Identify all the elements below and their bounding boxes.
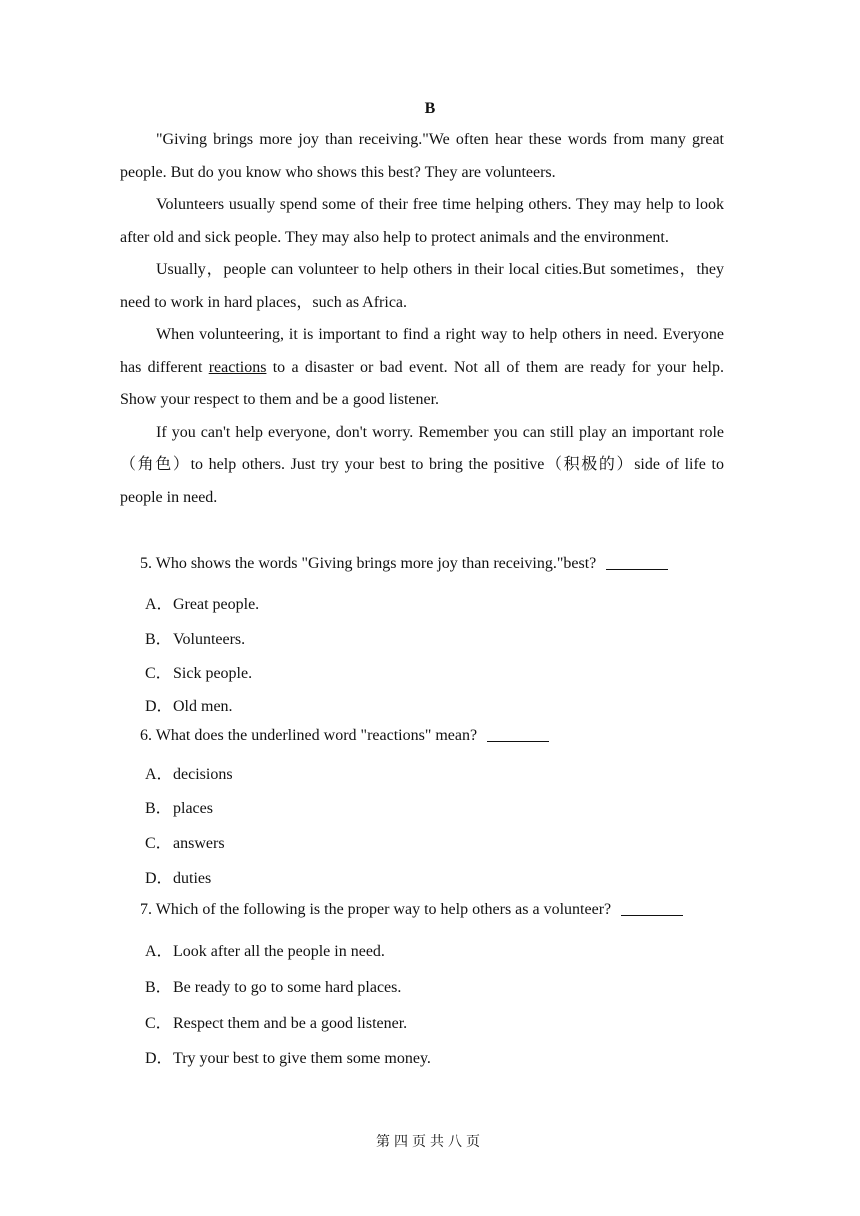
option-letter: B． bbox=[145, 631, 172, 648]
option-letter: C． bbox=[145, 835, 172, 852]
passage-paragraph-5: If you can't help everyone, don't worry. Remember you can still play an important role（角色）to help others. Just try your best to bring the positive（积极的）side of life to people in need. bbox=[120, 423, 724, 506]
passage-paragraph-1: "Giving brings more joy than receiving."We often hear these words from many great people. But do you know who shows this best? They are volunteers. bbox=[120, 131, 724, 181]
option-7b[interactable] bbox=[145, 974, 401, 997]
option-6b[interactable] bbox=[145, 795, 213, 818]
option-text: Old men. bbox=[173, 698, 233, 715]
paragraph-4-text-before: When volunteering, it is important to find a right way to help others in need. Everyone has different bbox=[120, 326, 724, 376]
option-6d[interactable] bbox=[145, 865, 211, 888]
option-6c[interactable] bbox=[145, 830, 225, 853]
option-5d[interactable] bbox=[145, 693, 233, 716]
option-text: Sick people. bbox=[173, 665, 253, 682]
question-7 bbox=[140, 901, 683, 919]
option-letter: A． bbox=[145, 596, 173, 613]
option-letter: A． bbox=[145, 766, 173, 783]
option-letter: C． bbox=[145, 1015, 172, 1032]
option-text: Be ready to go to some hard places. bbox=[173, 979, 402, 996]
option-text: Great people. bbox=[173, 596, 260, 613]
passage-paragraph-4 bbox=[120, 319, 724, 417]
answer-blank-6[interactable] bbox=[487, 729, 549, 742]
option-letter: C． bbox=[145, 665, 172, 682]
option-text: answers bbox=[173, 835, 225, 852]
section-heading: B bbox=[424, 100, 436, 117]
question-6-stem: 6. What does the underlined word "reactions" mean? bbox=[140, 727, 478, 744]
question-5 bbox=[140, 555, 668, 573]
page-number-footer: 第四页共八页 bbox=[376, 1135, 484, 1150]
option-letter: D． bbox=[145, 698, 173, 715]
question-7-stem: 7. Which of the following is the proper way to help others as a volunteer? bbox=[140, 901, 612, 918]
option-5b[interactable] bbox=[145, 626, 245, 649]
option-text: decisions bbox=[173, 766, 233, 783]
option-text: Volunteers. bbox=[173, 631, 246, 648]
passage-paragraph-3: Usually，people can volunteer to help others in their local cities.But sometimes，they need to work in hard places，such as Africa. bbox=[120, 261, 724, 311]
option-6a[interactable] bbox=[145, 761, 233, 784]
option-7a[interactable] bbox=[145, 938, 385, 961]
answer-blank-5[interactable] bbox=[606, 557, 668, 570]
option-text: duties bbox=[173, 870, 212, 887]
option-text: Look after all the people in need. bbox=[173, 943, 385, 960]
option-5a[interactable] bbox=[145, 591, 259, 614]
option-7c[interactable] bbox=[145, 1010, 407, 1033]
reading-passage bbox=[120, 124, 724, 514]
option-letter: D． bbox=[145, 870, 173, 887]
answer-blank-7[interactable] bbox=[621, 903, 683, 916]
option-letter: A． bbox=[145, 943, 173, 960]
paragraph-4-text-after: to a disaster or bad event. Not all of them are ready for your help. Show your respect to them and be a good listener. bbox=[120, 358, 725, 408]
option-letter: D． bbox=[145, 1050, 173, 1067]
option-text: Try your best to give them some money. bbox=[173, 1050, 431, 1067]
option-text: places bbox=[173, 800, 213, 817]
option-7d[interactable] bbox=[145, 1045, 431, 1068]
question-6 bbox=[140, 727, 549, 745]
option-text: Respect them and be a good listener. bbox=[173, 1015, 408, 1032]
option-letter: B． bbox=[145, 979, 172, 996]
passage-paragraph-2: Volunteers usually spend some of their free time helping others. They may help to look after old and sick people. They may also help to protect animals and the environment. bbox=[120, 196, 724, 246]
option-letter: B． bbox=[145, 800, 172, 817]
option-5c[interactable] bbox=[145, 660, 252, 683]
underlined-word: reactions bbox=[208, 358, 267, 376]
question-5-stem: 5. Who shows the words "Giving brings more joy than receiving."best? bbox=[140, 555, 597, 572]
